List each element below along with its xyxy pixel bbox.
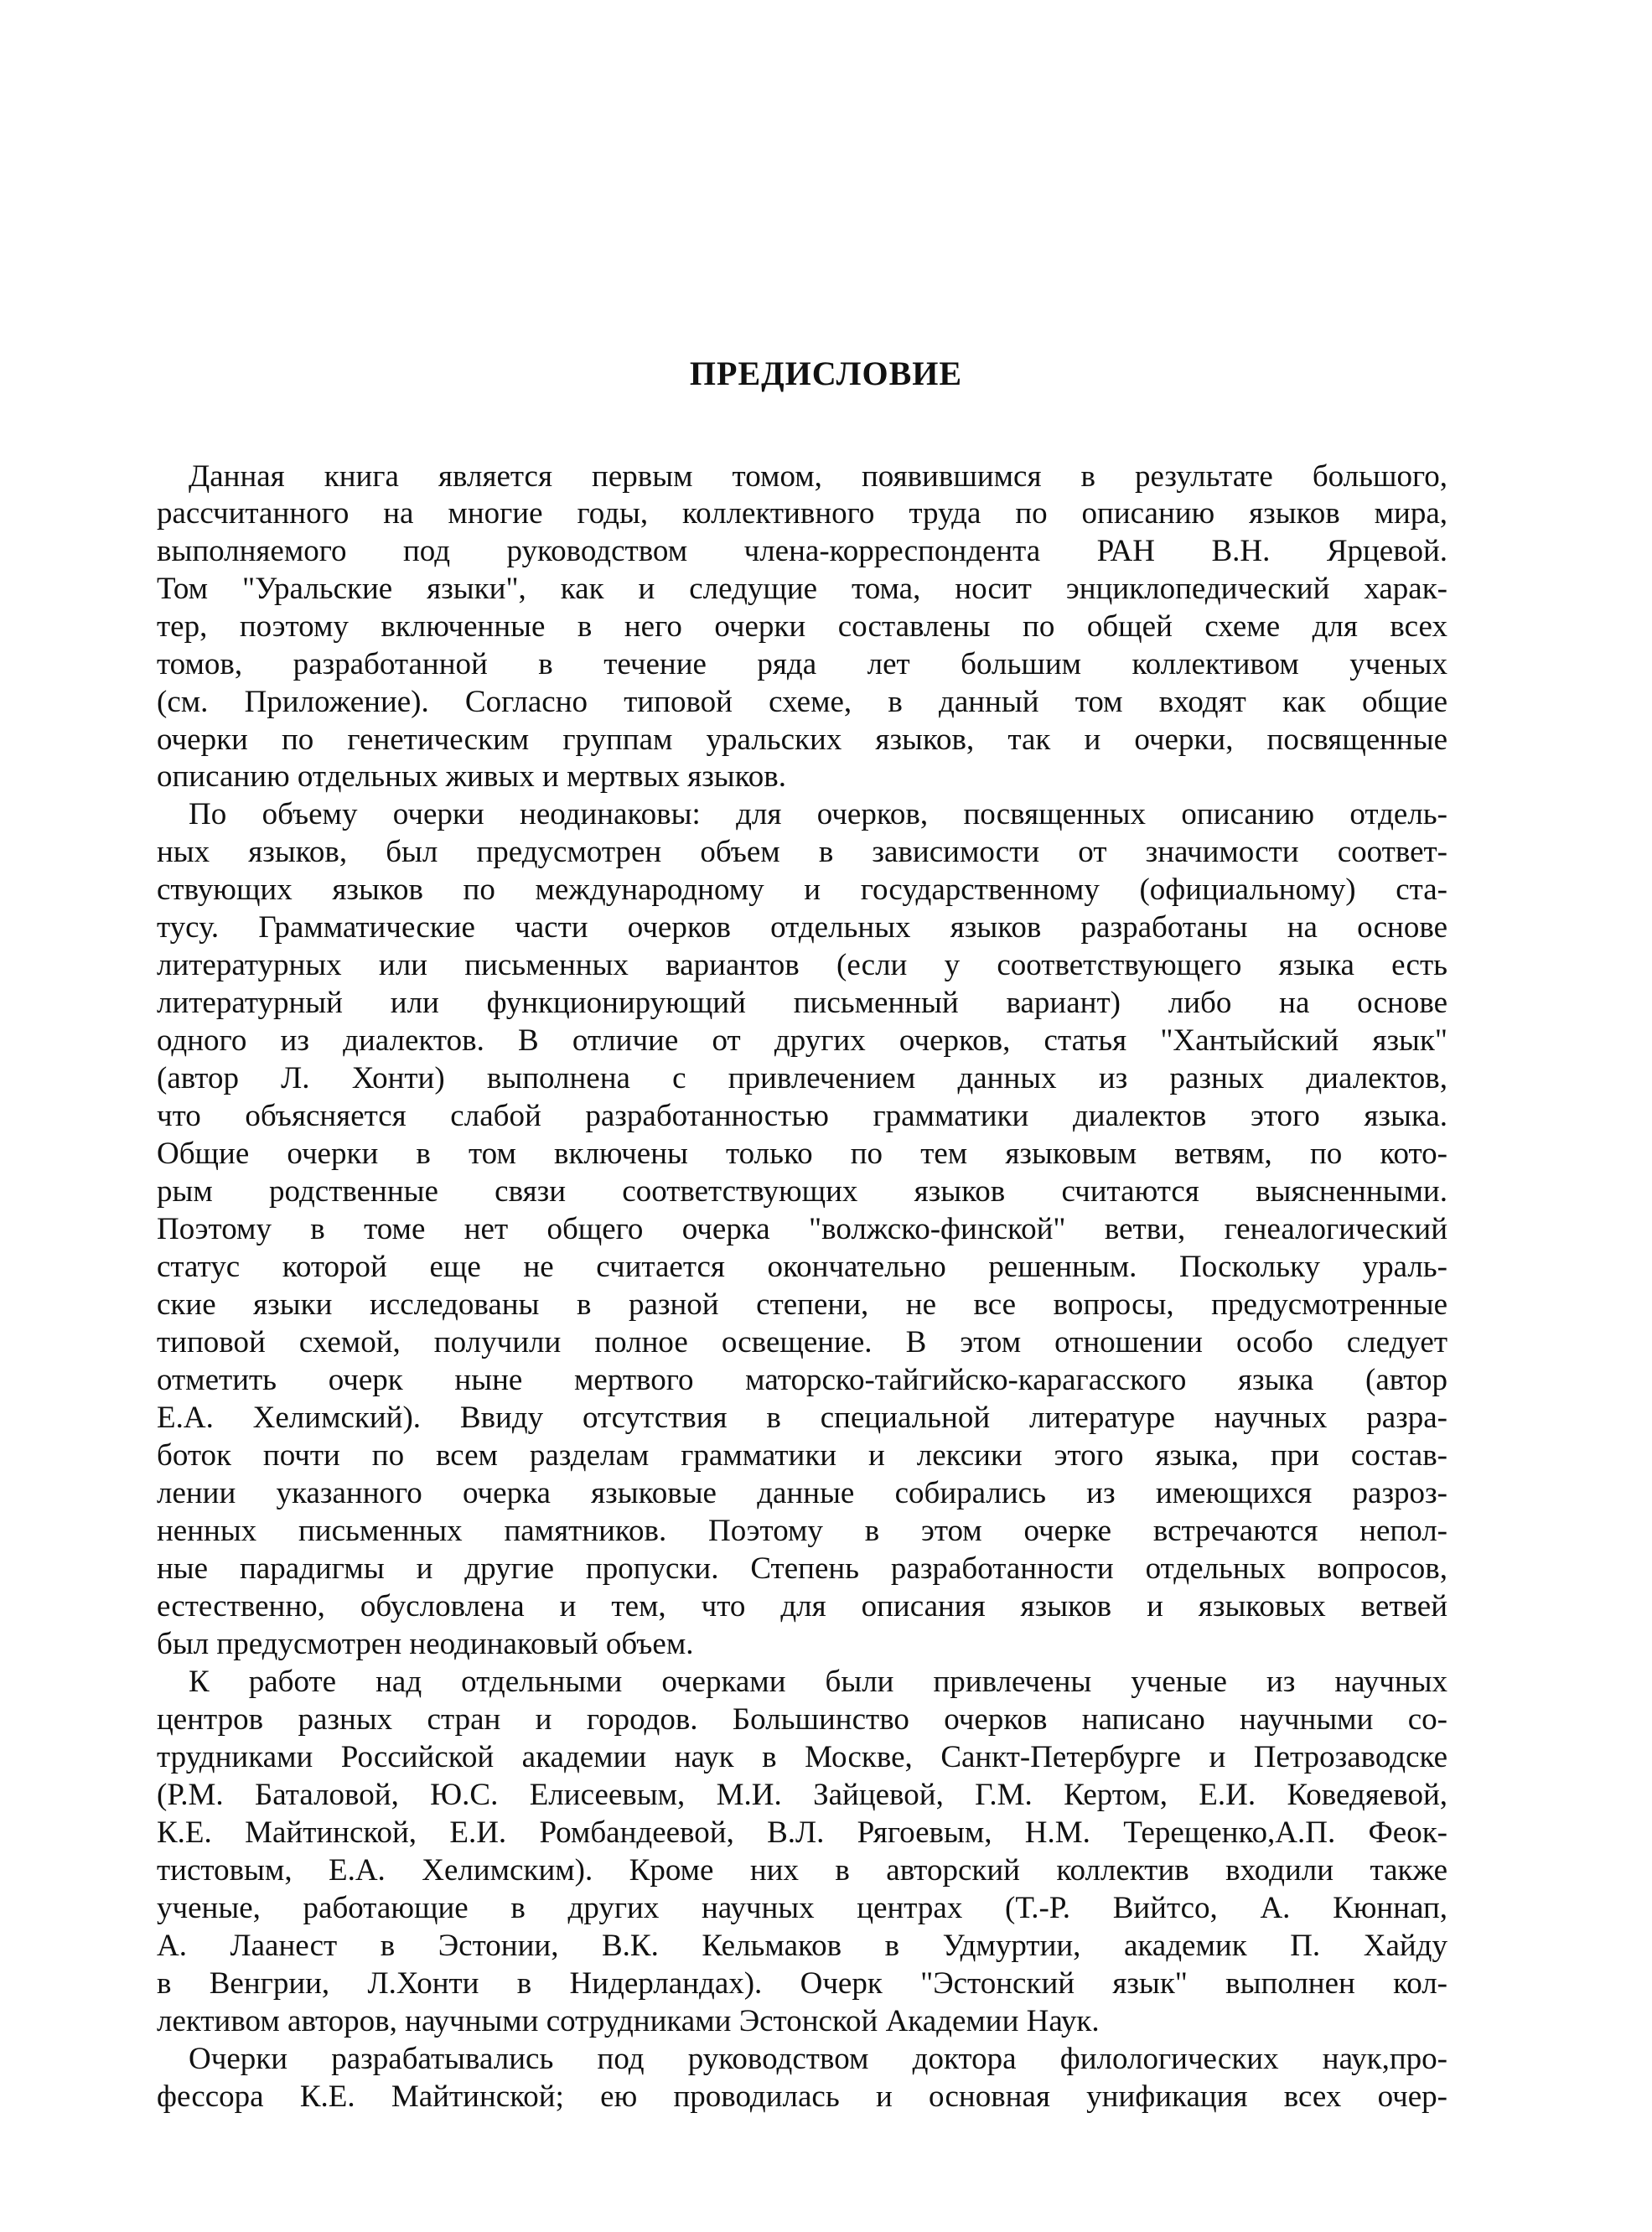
- text-line: ные парадигмы и другие пропуски. Степень разработанности отдельных вопросов,: [157, 1551, 1447, 1586]
- text-line: Общие очерки в том включены только по тем языковым ветвям, по кото-: [157, 1137, 1447, 1171]
- text-line: Том "Уральские языки", как и следущие тома, носит энциклопедический харак-: [157, 572, 1447, 606]
- text-line: выполняемого под руководством члена-корреспондента РАН В.Н. Ярцевой.: [157, 534, 1447, 568]
- text-line: статус которой еще не считается окончательно решенным. Поскольку ураль-: [157, 1250, 1447, 1284]
- text-line: ствующих языков по международному и государственному (официальному) ста-: [157, 873, 1447, 907]
- text-line: ных языков, был предусмотрен объем в зависимости от значимости соответ-: [157, 835, 1447, 869]
- text-line: литературный или функционирующий письменный вариант) либо на основе: [157, 986, 1447, 1020]
- text-line: описанию отдельных живых и мертвых языков.: [157, 759, 786, 794]
- text-line: типовой схемой, получили полное освещение. В этом отношении особо следует: [157, 1325, 1447, 1359]
- text-line: отметить очерк ныне мертвого маторско-тайгийско-карагасского языка (автор: [157, 1363, 1447, 1397]
- text-line: ученые, работающие в других научных центрах (Т.-Р. Вийтсо, А. Кюннап,: [157, 1891, 1447, 1925]
- text-line: ские языки исследованы в разной степени, не все вопросы, предусмотренные: [157, 1287, 1447, 1322]
- text-line: в Венгрии, Л.Хонти в Нидерландах). Очерк "Эстонский язык" выполнен кол-: [157, 1966, 1447, 2001]
- page-title: ПРЕДИСЛОВИЕ: [689, 355, 963, 392]
- text-line: рассчитанного на многие годы, коллективного труда по описанию языков мира,: [157, 496, 1447, 531]
- text-line: лективом авторов, научными сотрудниками Эстонской Академии Наук.: [157, 2004, 1100, 2038]
- text-line: одного из диалектов. В отличие от других очерков, статья "Хантыйский язык": [157, 1023, 1447, 1058]
- text-line: естественно, обусловлена и тем, что для описания языков и языковых ветвей: [157, 1589, 1447, 1624]
- text-line: Данная книга является первым томом, появившимся в результате большого,: [189, 459, 1447, 494]
- text-line: (см. Приложение). Согласно типовой схеме, в данный том входят как общие: [157, 685, 1447, 719]
- text-line: А. Лаанест в Эстонии, В.К. Кельмаков в Удмуртии, академик П. Хайду: [157, 1929, 1447, 1963]
- text-line: Поэтому в томе нет общего очерка "волжско-финской" ветви, генеалогический: [157, 1212, 1447, 1246]
- text-line: трудниками Российской академии наук в Москве, Санкт-Петербурге и Петрозаводске: [157, 1740, 1447, 1774]
- text-line: литературных или письменных вариантов (если у соответствующего языка есть: [157, 948, 1447, 982]
- text-line: (Р.М. Баталовой, Ю.С. Елисеевым, М.И. Зайцевой, Г.М. Кертом, Е.И. Коведяевой,: [157, 1778, 1447, 1812]
- text-line: рым родственные связи соответствующих языков считаются выясненными.: [157, 1174, 1447, 1209]
- text-line: тистовым, Е.А. Хелимским). Кроме них в авторский коллектив входили также: [157, 1853, 1447, 1888]
- text-line: (автор Л. Хонти) выполнена с привлечением данных из разных диалектов,: [157, 1061, 1447, 1095]
- text-line: очерки по генетическим группам уральских языков, так и очерки, посвященные: [157, 722, 1447, 757]
- text-line: что объясняется слабой разработанностью грамматики диалектов этого языка.: [157, 1099, 1447, 1133]
- text-line: ненных письменных памятников. Поэтому в этом очерке встречаются непол-: [157, 1514, 1447, 1548]
- text-line: центров разных стран и городов. Большинство очерков написано научными со-: [157, 1702, 1447, 1737]
- text-line: томов, разработанной в течение ряда лет большим коллективом ученых: [157, 647, 1447, 681]
- text-line: Очерки разрабатывались под руководством доктора филологических наук,про-: [189, 2042, 1447, 2076]
- text-line: боток почти по всем разделам грамматики и лексики этого языка, при состав-: [157, 1438, 1447, 1473]
- text-line: лении указанного очерка языковые данные собирались из имеющихся разроз-: [157, 1476, 1447, 1510]
- text-line: тер, поэтому включенные в него очерки составлены по общей схеме для всех: [157, 609, 1447, 644]
- text-line: Е.А. Хелимский). Ввиду отсутствия в специальной литературе научных разра-: [157, 1401, 1447, 1435]
- text-line: был предусмотрен неодинаковый объем.: [157, 1627, 694, 1661]
- text-line: фессора К.Е. Майтинской; ею проводилась и основная унификация всех очер-: [157, 2079, 1447, 2114]
- text-line: По объему очерки неодинаковы: для очерков, посвященных описанию отдель-: [189, 797, 1447, 831]
- text-line: тусу. Грамматические части очерков отдельных языков разработаны на основе: [157, 910, 1447, 945]
- text-line: К.Е. Майтинской, Е.И. Ромбандеевой, В.Л. Рягоевым, Н.М. Терещенко,А.П. Феок-: [157, 1815, 1447, 1850]
- text-line: К работе над отдельными очерками были привлечены ученые из научных: [189, 1665, 1447, 1699]
